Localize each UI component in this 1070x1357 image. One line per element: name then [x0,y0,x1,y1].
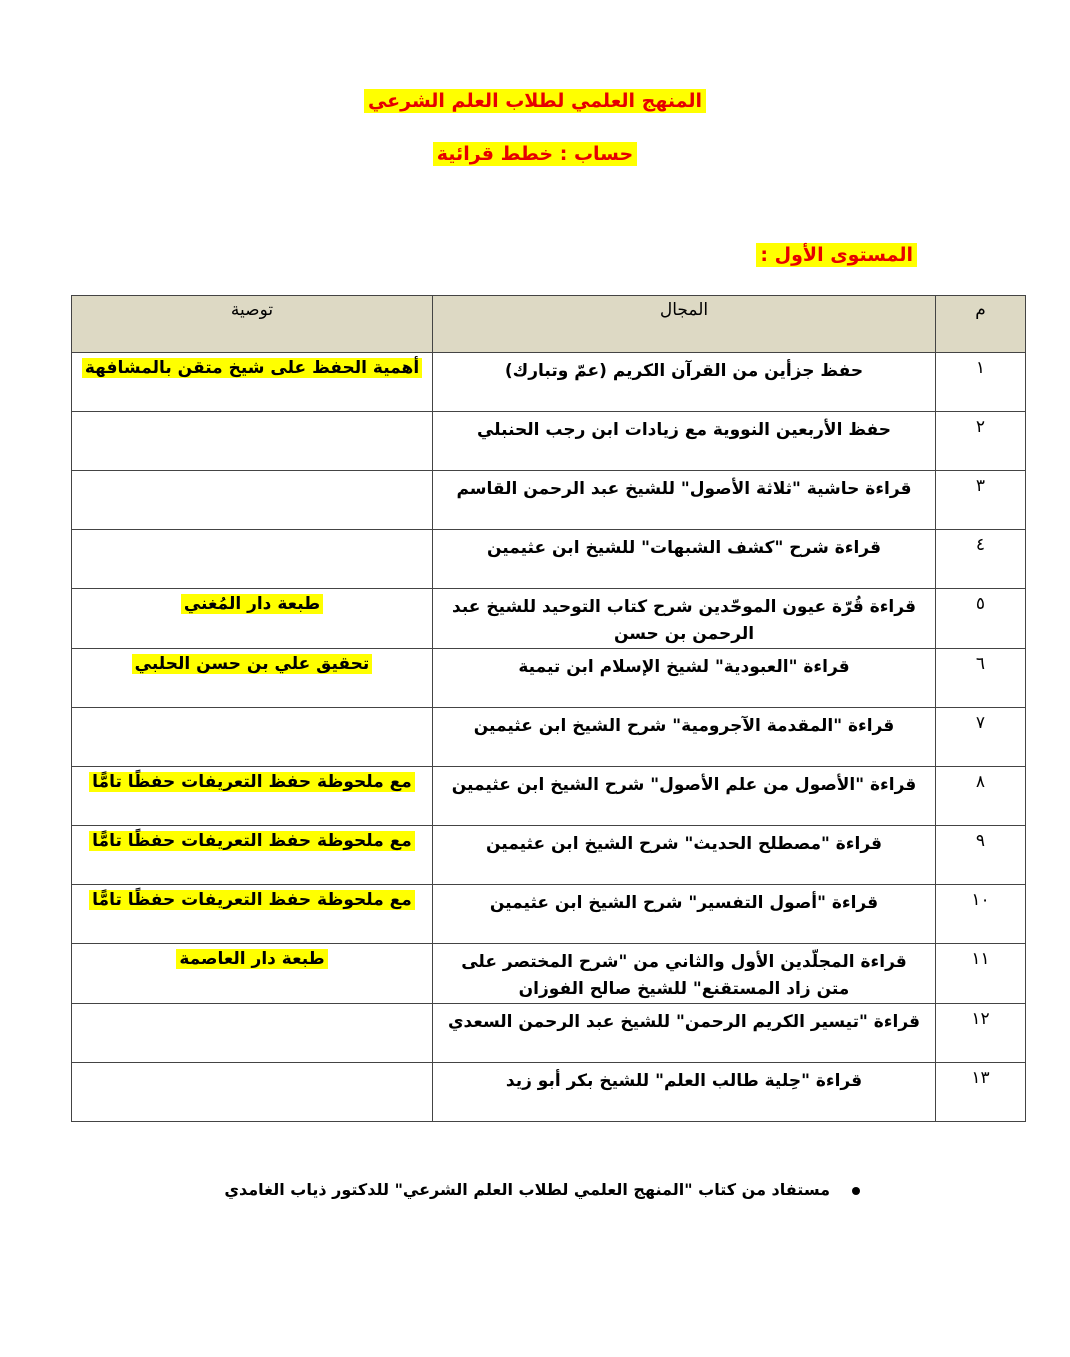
row-subject: قراءة "العبودية" لشيخ الإسلام ابن تيمية [433,649,936,708]
row-subject: قراءة "أصول التفسير" شرح الشيخ ابن عثيمين [433,885,936,944]
table-row [72,767,1026,826]
table-header-row [72,296,1026,353]
row-number: ٥ [936,589,1026,649]
row-recommendation [72,530,433,589]
row-number: ٢ [936,412,1026,471]
row-subject: قراءة "حِلية طالب العلم" للشيخ بكر أبو زيد [433,1063,936,1122]
row-subject: حفظ جزأين من القرآن الكريم (عمّ وتبارك) [433,353,936,412]
row-recommendation [72,767,433,826]
bullet-icon [852,1187,860,1195]
table-row [72,826,1026,885]
column-header-number: م [936,296,1026,353]
reading-plan-table [71,295,1026,1122]
row-recommendation [72,589,433,649]
row-subject: قراءة قُرّة عيون الموحّدين شرح كتاب التوحيد للشيخ عبد الرحمن بن حسن [433,589,936,649]
level-heading [756,244,917,266]
table-row [72,1063,1026,1122]
row-number: ٣ [936,471,1026,530]
table-row [72,649,1026,708]
table-row [72,708,1026,767]
recommendation-highlight: مع ملحوظة حفظ التعريفات حفظًا تامًّا [89,772,415,792]
source-note [224,1180,860,1199]
document-title [0,90,1070,112]
column-header-subject: المجال [433,296,936,353]
row-subject: قراءة "الأصول من علم الأصول" شرح الشيخ ابن عثيمين [433,767,936,826]
row-number: ٨ [936,767,1026,826]
table-row [72,471,1026,530]
column-header-recommendation: توصية [72,296,433,353]
table-row [72,944,1026,1004]
table-row [72,353,1026,412]
row-recommendation [72,471,433,530]
row-number: ٤ [936,530,1026,589]
row-subject: قراءة "المقدمة الآجرومية" شرح الشيخ ابن عثيمين [433,708,936,767]
row-recommendation [72,649,433,708]
row-recommendation [72,1004,433,1063]
row-subject: قراءة حاشية "ثلاثة الأصول" للشيخ عبد الرحمن القاسم [433,471,936,530]
table-row [72,1004,1026,1063]
document-subtitle-text: حساب : خطط قرائية [433,142,637,166]
row-subject: قراءة شرح "كشف الشبهات" للشيخ ابن عثيمين [433,530,936,589]
row-number: ٧ [936,708,1026,767]
row-recommendation [72,412,433,471]
row-number: ١ [936,353,1026,412]
recommendation-highlight: مع ملحوظة حفظ التعريفات حفظًا تامًّا [89,831,415,851]
row-recommendation [72,944,433,1004]
recommendation-highlight: تحقيق علي بن حسن الحلبي [132,654,373,674]
document-title-text: المنهج العلمي لطلاب العلم الشرعي [364,89,706,113]
row-subject: حفظ الأربعين النووية مع زيادات ابن رجب الحنبلي [433,412,936,471]
row-subject: قراءة "مصطلح الحديث" شرح الشيخ ابن عثيمين [433,826,936,885]
row-recommendation [72,885,433,944]
row-subject: قراءة المجلّدين الأول والثاني من "شرح المختصر على متن زاد المستقنع" للشيخ صالح الفوزان [433,944,936,1004]
row-recommendation [72,1063,433,1122]
row-number: ١٠ [936,885,1026,944]
row-subject: قراءة "تيسير الكريم الرحمن" للشيخ عبد الرحمن السعدي [433,1004,936,1063]
row-number: ١٢ [936,1004,1026,1063]
source-note-text: مستفاد من كتاب "المنهج العلمي لطلاب العلم الشرعي" للدكتور ذياب الغامدي [224,1180,830,1199]
row-number: ١١ [936,944,1026,1004]
recommendation-highlight: أهمية الحفظ على شيخ متقن بالمشافهة [82,358,422,378]
row-number: ٩ [936,826,1026,885]
level-heading-text: المستوى الأول : [756,243,917,267]
row-number: ١٣ [936,1063,1026,1122]
row-recommendation [72,826,433,885]
row-recommendation [72,708,433,767]
recommendation-highlight: طبعة دار المُغني [181,594,323,614]
row-number: ٦ [936,649,1026,708]
recommendation-highlight: مع ملحوظة حفظ التعريفات حفظًا تامًّا [89,890,415,910]
table-row [72,589,1026,649]
table-row [72,530,1026,589]
document-subtitle [0,143,1070,165]
table-row [72,885,1026,944]
recommendation-highlight: طبعة دار العاصمة [176,949,327,969]
row-recommendation [72,353,433,412]
table-row [72,412,1026,471]
